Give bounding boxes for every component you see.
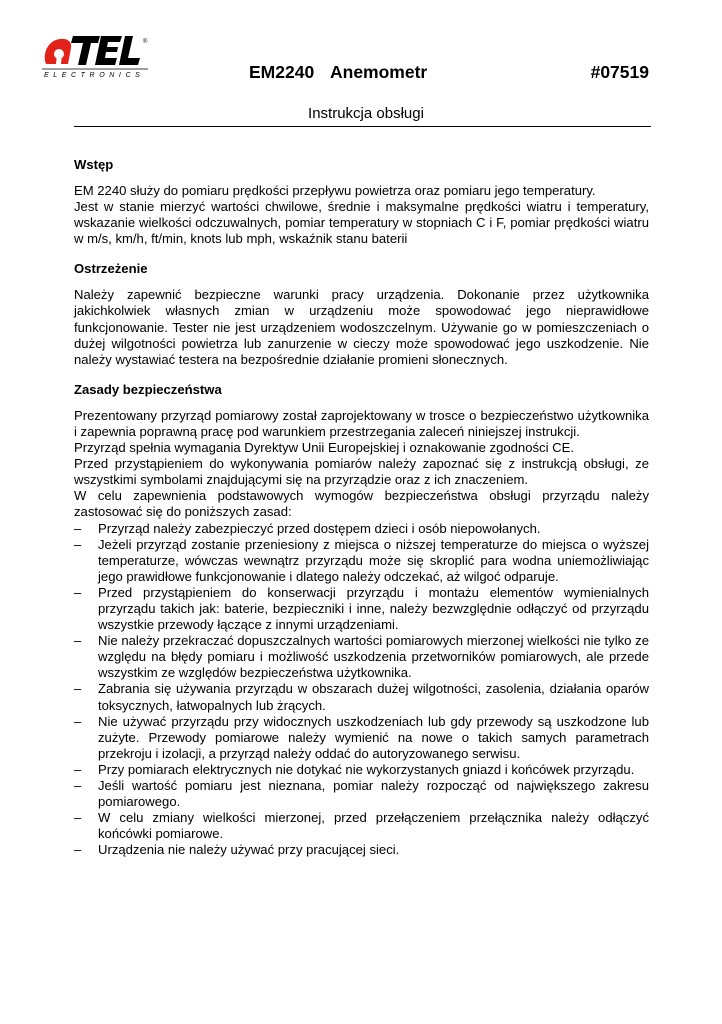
list-item: – Urządzenia nie należy używać przy pracującej sieci. xyxy=(74,842,649,858)
list-item: – Przyrząd należy zabezpieczyć przed dostępem dzieci i osób niepowołanych. xyxy=(74,521,649,537)
paragraph: Należy zapewnić bezpieczne warunki pracy urządzenia. Dokonanie przez użytkownika jakichkolwiek własnych zmian w urządzeniu może spowodować jego nieprawidłowe funkcjonowanie. Tester nie jest urządzeniem wodoszczelnym. Używanie go w pomieszczeniach o dużej wilgotności powietrza lub zanurzenie w cieczy może spowodować jego uszkodzenie. Nie należy wystawiać testera na bezpośrednie działanie promieni słonecznych. xyxy=(74,287,649,367)
section-heading: Ostrzeżenie xyxy=(74,261,148,277)
paragraph: EM 2240 służy do pomiaru prędkości przepływu powietrza oraz pomiaru jego temperatury. xyxy=(74,183,596,198)
model-number: EM2240 xyxy=(249,62,315,82)
product-code: #07519 xyxy=(590,62,649,82)
list-item: – Zabrania się używania przyrządu w obszarach dużej wilgotności, zasolenia, działania oparów toksycznych, łatwopalnych lub żrących. xyxy=(74,681,649,713)
section-intro xyxy=(74,157,649,247)
paragraph: Prezentowany przyrząd pomiarowy został zaprojektowany w trosce o bezpieczeństwo użytkownika i zapewnia poprawną pracę pod warunkiem przestrzegania zaleceń niniejszej instrukcji. xyxy=(74,407,649,439)
list-item: – Przy pomiarach elektrycznych nie dotykać nie wykorzystanych gniazd i końcówek przyrządu. xyxy=(74,762,649,778)
logo-letters-tel xyxy=(71,36,140,65)
document-title xyxy=(249,62,649,86)
section-heading: Zasady bezpieczeństwa xyxy=(74,381,222,397)
paragraph: Przyrząd spełnia wymagania Dyrektyw Unii Europejskiej i oznakowanie zgodności CE. xyxy=(74,440,574,456)
safety-rules-list xyxy=(74,521,649,859)
list-item: – Jeśli wartość pomiaru jest nieznana, pomiar należy rozpocząć od największego zakresu pomiarowego. xyxy=(74,778,649,810)
logo-letter-a xyxy=(45,39,71,64)
product-name: Anemometr xyxy=(330,62,428,82)
header-divider xyxy=(74,126,651,127)
section-warning xyxy=(74,261,649,367)
list-item: – W celu zmiany wielkości mierzonej, przed przełączeniem przełącznika należy odłączyć końcówki pomiarowe. xyxy=(74,810,649,842)
registered-mark: ® xyxy=(143,39,148,45)
section-heading: Wstęp xyxy=(74,157,114,172)
paragraph: Przed przystąpieniem do wykonywania pomiarów należy zapoznać się z instrukcją obsługi, ze wszystkimi symbolami znajdującymi się na przyrządzie oraz z ich znaczeniem. xyxy=(74,456,649,488)
section-safety xyxy=(74,382,649,859)
paragraph: Jest w stanie mierzyć wartości chwilowe, średnie i maksymalne prędkości wiatru i temperatury, wskazanie wielkości odczuwalnych, pomiar temperatury w stopniach C i F, pomiar prędkości wiatru w m/s, km/h, ft/min, knots lub mph, wskaźnik stanu baterii xyxy=(74,199,649,247)
paragraph: W celu zapewnienia podstawowych wymogów bezpieczeństwa obsługi przyrządu należy zastosować się do poniższych zasad: xyxy=(74,488,649,520)
list-item: – Nie należy przekraczać dopuszczalnych wartości pomiarowych mierzonej wielkości nie tylko ze względu na błędy pomiaru i możliwość uszkodzenia przetworników pomiarowych, ale przede wszystkim ze względów bezpieczeństwa użytkownika. xyxy=(74,633,649,681)
manual-content xyxy=(74,157,649,872)
list-item: – Jeżeli przyrząd zostanie przeniesiony z miejsca o niższej temperaturze do miejsca o wyższej temperaturze, wówczas wewnątrz przyrządu może się skroplić para wodna uniemożliwiając jego prawidłowe funkcjonowanie i dlatego należy odczekać, aż wilgoć odparuje. xyxy=(74,537,649,585)
document-subtitle xyxy=(0,105,722,122)
logo-electronics-text: ELECTRONICS xyxy=(44,72,145,79)
list-item: – Przed przystąpieniem do konserwacji przyrządu i montażu elementów wymienialnych przyrządu takich jak: baterie, bezpieczniki i inne, należy bezwzględnie odłączyć od przyrządu wszystkie przewody łączące z innymi urządzeniami. xyxy=(74,585,649,633)
list-item: – Nie używać przyrządu przy widocznych uszkodzeniach lub gdy przewody są uszkodzone lub zużyte. Przewody pomiarowe należy wymienić na nowe o takich samych parametrach przekroju i izolacji, a przyrząd należy oddać do autoryzowanego serwisu. xyxy=(74,714,649,762)
subtitle-text: Instrukcja obsługi xyxy=(308,105,424,122)
atel-electronics-logo xyxy=(40,30,152,80)
